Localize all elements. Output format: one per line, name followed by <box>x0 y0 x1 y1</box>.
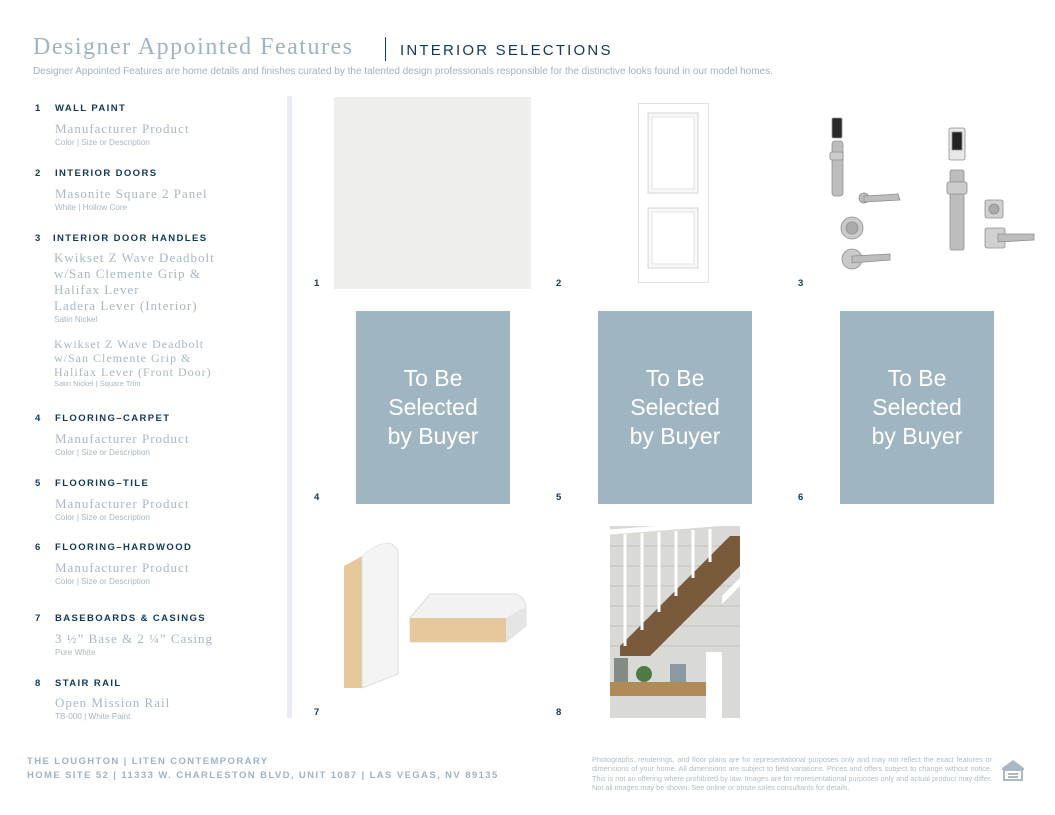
item-heading: INTERIOR DOORS <box>55 168 158 179</box>
product-name: Manufacturer Product <box>55 560 190 575</box>
product-name: Manufacturer Product <box>55 121 190 136</box>
tile-text: Selected <box>630 394 720 420</box>
product-desc: Color | Size or Description <box>55 448 150 457</box>
item-heading: STAIR RAIL <box>55 678 122 689</box>
item-number: 1 <box>35 103 41 114</box>
tile-text: Selected <box>388 394 478 420</box>
item-heading: FLOORING–CARPET <box>55 413 171 424</box>
to-be-selected-tile <box>840 311 994 504</box>
footer-address: HOME SITE 52 | 11333 W. CHARLESTON BLVD, UNIT 1087 | LAS VEGAS, NV 89135 <box>27 770 499 781</box>
product-name: Kwikset Z Wave Deadbolt <box>54 250 215 265</box>
door-hardware-image <box>828 116 1038 274</box>
image-number: 6 <box>798 492 804 503</box>
product-name: Halifax Lever (Front Door) <box>54 365 212 379</box>
product-name: Masonite Square 2 Panel <box>55 186 208 201</box>
product-desc: TB-000 | White Paint <box>55 712 131 721</box>
stair-rail-image <box>610 526 740 718</box>
image-number: 8 <box>556 707 562 718</box>
item-heading: FLOORING–HARDWOOD <box>55 542 193 553</box>
tile-text: To Be <box>645 365 705 391</box>
to-be-selected-tile <box>356 311 510 504</box>
item-number: 4 <box>35 413 41 424</box>
title-separator <box>385 37 386 61</box>
product-name: Ladera Lever (Interior) <box>54 298 198 313</box>
equal-housing-icon <box>1000 758 1026 784</box>
item-heading: BASEBOARDS & CASINGS <box>55 613 206 624</box>
product-desc: Color | Size or Description <box>55 577 150 586</box>
item-number: 7 <box>35 613 41 624</box>
product-name: 3 ½” Base & 2 ¼” Casing <box>55 631 214 646</box>
item-heading: INTERIOR DOOR HANDLES <box>53 233 208 244</box>
image-number: 4 <box>314 492 320 503</box>
tile-text: To Be <box>887 365 947 391</box>
item-heading: WALL PAINT <box>55 103 127 114</box>
product-desc: Color | Size or Description <box>55 138 150 147</box>
intro-text: Designer Appointed Features are home details and finishes curated by the talented design professionals responsible for the distinctive looks found in our model homes. <box>33 66 773 77</box>
image-number: 3 <box>798 278 804 289</box>
item-number: 6 <box>35 542 41 553</box>
product-name: Kwikset Z Wave Deadbolt <box>54 337 205 351</box>
item-number: 5 <box>35 478 41 489</box>
page-title: Designer Appointed Features <box>33 34 354 60</box>
page-subtitle: INTERIOR SELECTIONS <box>400 42 613 59</box>
footer-community: THE LOUGHTON | LITEN CONTEMPORARY <box>27 756 269 767</box>
paint-swatch-image <box>334 97 531 289</box>
product-desc: Color | Size or Description <box>55 513 150 522</box>
to-be-selected-tile <box>598 311 752 504</box>
product-desc: White | Hollow Core <box>55 203 128 212</box>
product-name: w/San Clemente Grip & <box>54 351 192 365</box>
product-name: w/San Clemente Grip & <box>54 266 202 281</box>
baseboard-image <box>340 538 530 692</box>
product-name: Open Mission Rail <box>55 695 171 710</box>
column-divider <box>287 96 292 718</box>
disclaimer-text: Photographs, renderings, and floor plans are for representational purposes only and may not reflect the exact features or dimensions of your home. All dimensions are subject to field variations. Prices and offers subject to change without notice. This is not an offering where prohibited by law. Images are for representational purposes only and actual product may differ. Not all images may be shown. See online or onsite sales consultants for details. <box>592 755 992 792</box>
product-name: Manufacturer Product <box>55 431 190 446</box>
tile-text: by Buyer <box>387 423 479 449</box>
product-name: Halifax Lever <box>54 282 140 297</box>
image-number: 1 <box>314 278 320 289</box>
door-image <box>638 103 710 284</box>
tile-text: To Be <box>403 365 463 391</box>
item-heading: FLOORING–TILE <box>55 478 150 489</box>
image-number: 7 <box>314 707 320 718</box>
product-name: Manufacturer Product <box>55 496 190 511</box>
tile-text: by Buyer <box>629 423 721 449</box>
product-desc: Satin Nickel | Square Trim <box>54 379 141 388</box>
item-number: 3 <box>35 233 41 244</box>
item-number: 8 <box>35 678 41 689</box>
image-number: 5 <box>556 492 562 503</box>
item-number: 2 <box>35 168 41 179</box>
product-desc: Satin Nickel <box>54 315 98 324</box>
tile-text: by Buyer <box>871 423 963 449</box>
image-number: 2 <box>556 278 562 289</box>
product-desc: Pure White <box>55 648 96 657</box>
tile-text: Selected <box>872 394 962 420</box>
